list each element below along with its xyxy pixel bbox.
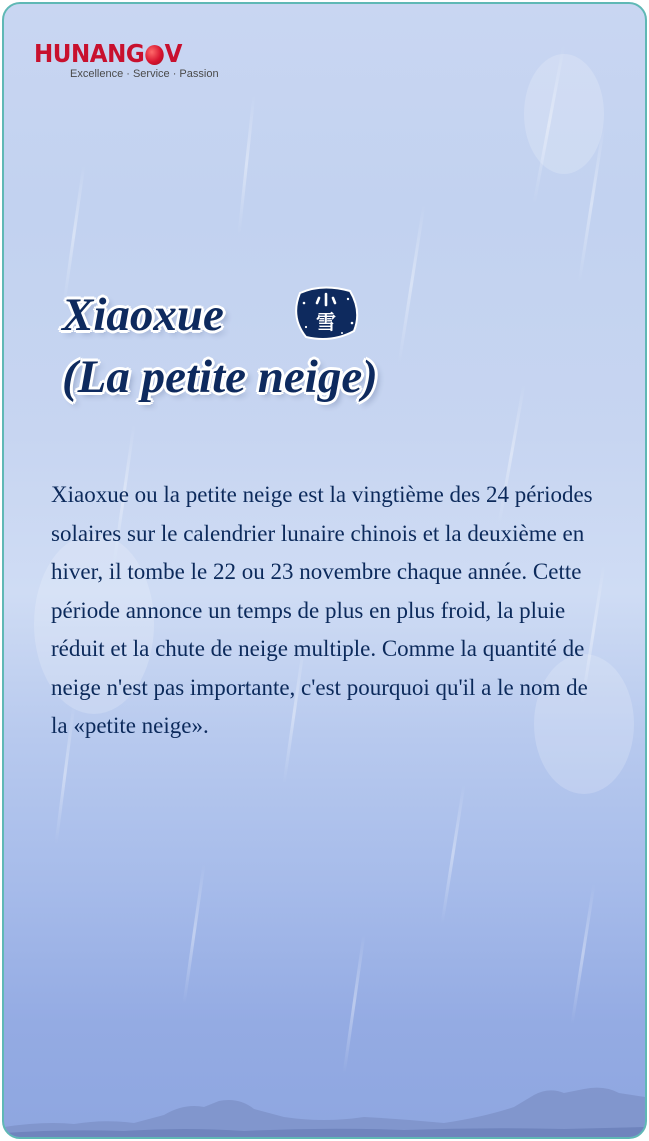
seal-character: 雪 [316,310,336,334]
description-paragraph: Xiaoxue ou la petite neige est la vingtième des 24 périodes solaires sur le calendrier lunaire chinois et la deuxième en hiver, il tombe le 22 ou 23 novembre chaque année. Cette période annonce un temps de plus en plus froid, la pluie réduit et la chute de neige multiple. Comme la quantité de neige n'est pas importante, c'est pourquoi qu'il a le nom de la «petite neige». [51,482,593,738]
logo-wordmark: HUNANG V [34,39,182,68]
mountain-silhouette [4,1057,645,1137]
logo-ball-icon [145,45,163,65]
poster-card [2,2,647,1139]
hunangov-logo [34,40,234,86]
snow-seal-icon [292,285,360,341]
logo-tagline: Excellence · Service · Passion [70,68,219,80]
title-line-2: (La petite neige) [62,351,378,404]
title-line-1: Xiaoxue [62,289,224,342]
